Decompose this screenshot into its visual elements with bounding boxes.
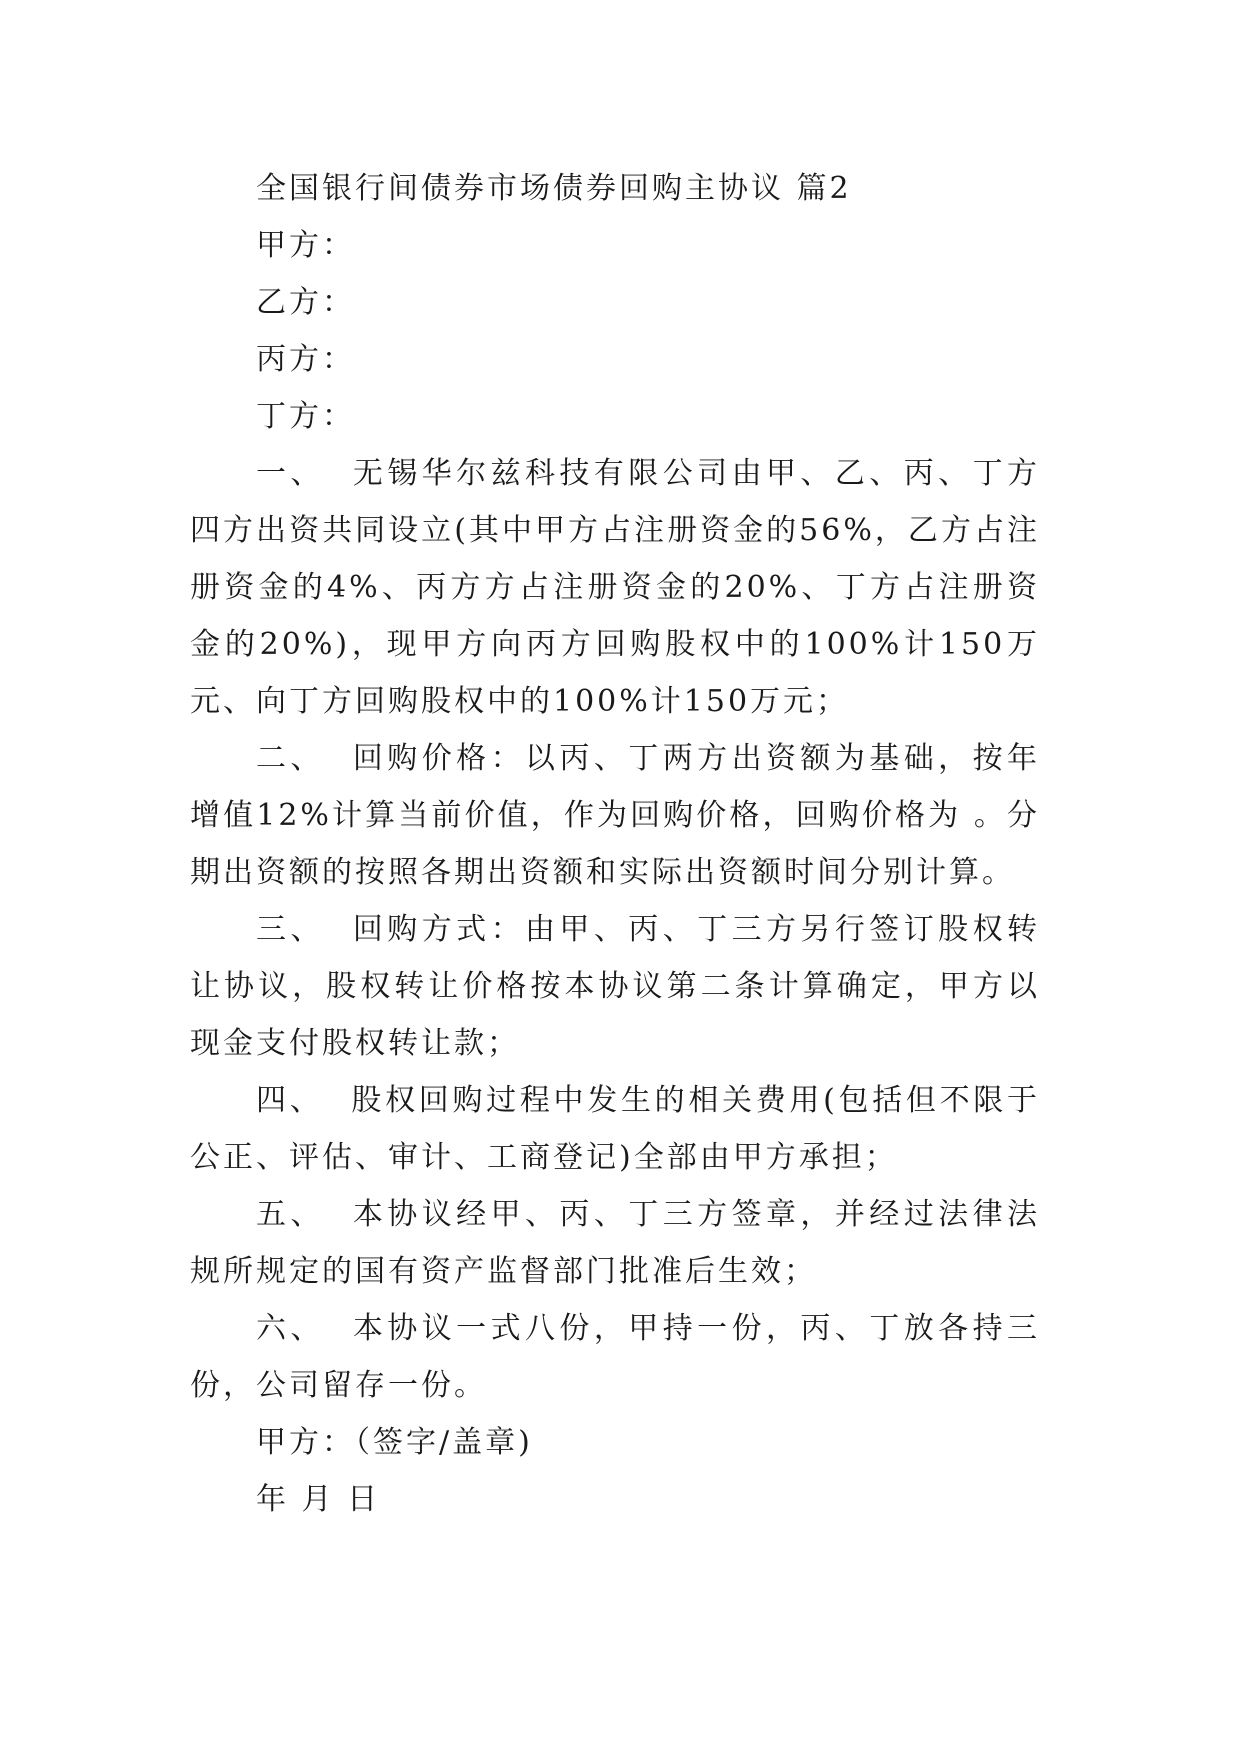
party-b-label: 乙方： (256, 285, 355, 320)
clause-number: 三、 (256, 912, 325, 947)
document-body (190, 160, 1040, 1528)
clause-text: 本协议经甲、丙、丁三方签章，并经过法律法规所规定的国有资产监督部门批准后生效； (190, 1197, 1041, 1289)
clause-5 (190, 1186, 1040, 1300)
clause-number: 五、 (256, 1197, 325, 1232)
party-a-label: 甲方： (256, 228, 355, 263)
clause-text: 无锡华尔兹科技有限公司由甲、乙、丙、丁方四方出资共同设立(其中甲方占注册资金的56%，乙方占注册资金的4%、丙方方占注册资金的20%、丁方占注册资金的20%)，现甲方向丙方回购股权中的100%计150万元、向丁方回购股权中的100%计150万元； (190, 456, 1041, 719)
document-title: 全国银行间债券市场债券回购主协议 篇2 (256, 171, 852, 206)
date-line: 年 月 日 (256, 1482, 381, 1517)
clause-4 (190, 1072, 1040, 1186)
clause-number: 六、 (256, 1311, 325, 1346)
clause-text: 本协议一式八份，甲持一份，丙、丁放各持三份，公司留存一份。 (190, 1311, 1041, 1403)
clause-6 (190, 1300, 1040, 1414)
clause-text: 回购方式：由甲、丙、丁三方另行签订股权转让协议，股权转让价格按本协议第二条计算确定，甲方以现金支付股权转让款； (190, 912, 1041, 1061)
clause-number: 一、 (256, 456, 325, 491)
party-d-label: 丁方： (256, 399, 355, 434)
signature-line: 甲方：（签字/盖章) (256, 1425, 533, 1460)
clause-3 (190, 901, 1040, 1072)
clause-text: 股权回购过程中发生的相关费用(包括但不限于公正、评估、审计、工商登记)全部由甲方承担； (190, 1083, 1040, 1175)
clause-1 (190, 445, 1040, 730)
clause-2 (190, 730, 1040, 901)
party-c-label: 丙方： (256, 342, 355, 377)
clause-number: 二、 (256, 741, 325, 776)
clause-number: 四、 (256, 1083, 324, 1118)
clause-text: 回购价格：以丙、丁两方出资额为基础，按年增值12%计算当前价值，作为回购价格，回购价格为 。分期出资额的按照各期出资额和实际出资额时间分别计算。 (190, 741, 1041, 890)
